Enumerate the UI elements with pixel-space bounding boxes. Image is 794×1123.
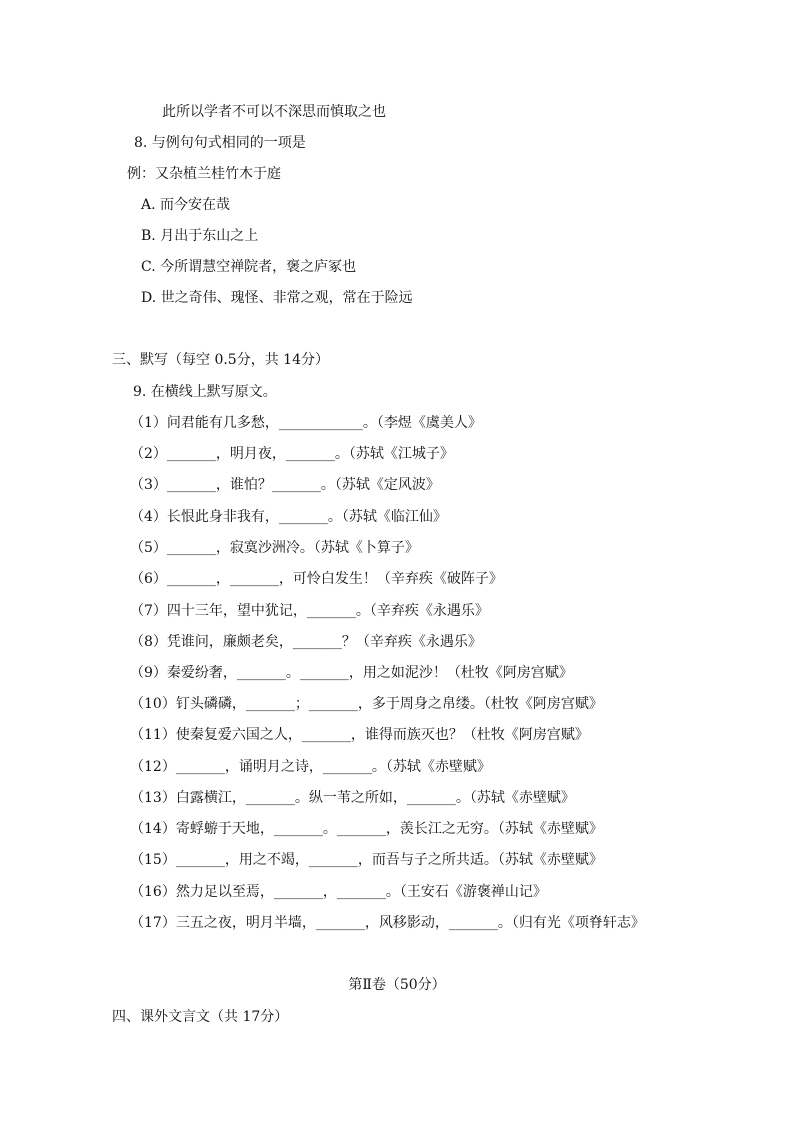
dictation-item-1: （1）问君能有几多愁，____________。（李煜《虞美人》 bbox=[130, 415, 482, 431]
dictation-item-15: （15）_______，用之不竭，_______，而吾与子之所共适。（苏轼《赤壁赋》 bbox=[130, 852, 603, 868]
dictation-item-12: （12）_______，诵明月之诗，_______。（苏轼《赤壁赋》 bbox=[130, 759, 491, 775]
dictation-item-2: （2）_______，明月夜，_______。（苏轼《江城子》 bbox=[130, 446, 454, 462]
part-2-title: 第Ⅱ卷（50分） bbox=[348, 977, 446, 993]
question-8-option-a: A. 而今安在哉 bbox=[141, 197, 231, 213]
question-8-option-c: C. 今所谓慧空禅院者，褒之庐冢也 bbox=[141, 259, 357, 275]
dictation-item-16: （16）然力足以至焉，_______，_______。（王安石《游褒禅山记》 bbox=[130, 884, 547, 900]
dictation-item-11: （11）使秦复爱六国之人，_______，谁得而族灭也？（杜牧《阿房宫赋》 bbox=[130, 727, 589, 743]
question-8-option-b: B. 月出于东山之上 bbox=[141, 228, 259, 244]
dictation-item-10: （10）钉头磷磷，_______；_______，多于周身之帛缕。（杜牧《阿房宫赋》 bbox=[130, 696, 603, 712]
dictation-item-5: （5）_______，寂寞沙洲冷。（苏轼《卜算子》 bbox=[130, 540, 419, 556]
dictation-item-13: （13）白露横江，_______。纵一苇之所如，_______。（苏轼《赤壁赋》 bbox=[130, 790, 575, 806]
dictation-item-9: （9）秦爱纷奢，_______。_______，用之如泥沙！（杜牧《阿房宫赋》 bbox=[130, 665, 573, 681]
section-4-heading: 四、课外文言文（共 17分） bbox=[112, 1009, 289, 1025]
question-8-option-d: D. 世之奇伟、瑰怪、非常之观，常在于险远 bbox=[141, 290, 413, 306]
question-8-stem: 8. 与例句句式相同的一项是 bbox=[134, 135, 306, 151]
dictation-item-3: （3）_______，谁怕？_______。（苏轼《定风波》 bbox=[130, 477, 440, 493]
dictation-item-6: （6）_______，_______，可怜白发生！（辛弃疾《破阵子》 bbox=[130, 571, 503, 587]
dictation-item-17: （17）三五之夜，明月半墙，_______，风移影动，_______。（归有光《项脊轩志》 bbox=[130, 915, 645, 931]
dictation-item-8: （8）凭谁问，廉颇老矣，_______？（辛弃疾《永遇乐》 bbox=[130, 634, 482, 650]
dictation-item-14: （14）寄蜉蝣于天地，_______。_______，羡长江之无穷。（苏轼《赤壁赋》 bbox=[130, 821, 603, 837]
dictation-item-7: （7）四十三年，望中犹记，_______。（辛弃疾《永遇乐》 bbox=[130, 603, 489, 619]
question-9-stem: 9. 在横线上默写原文。 bbox=[133, 384, 277, 400]
section-3-heading: 三、默写（每空 0.5分，共 14分） bbox=[112, 352, 329, 368]
carry-over-line: 此所以学者不可以不深思而慎取之也 bbox=[162, 104, 386, 120]
question-8-example: 例：又杂植兰桂竹木于庭 bbox=[127, 166, 281, 182]
dictation-item-4: （4）长恨此身非我有，_______。（苏轼《临江仙》 bbox=[130, 509, 447, 525]
